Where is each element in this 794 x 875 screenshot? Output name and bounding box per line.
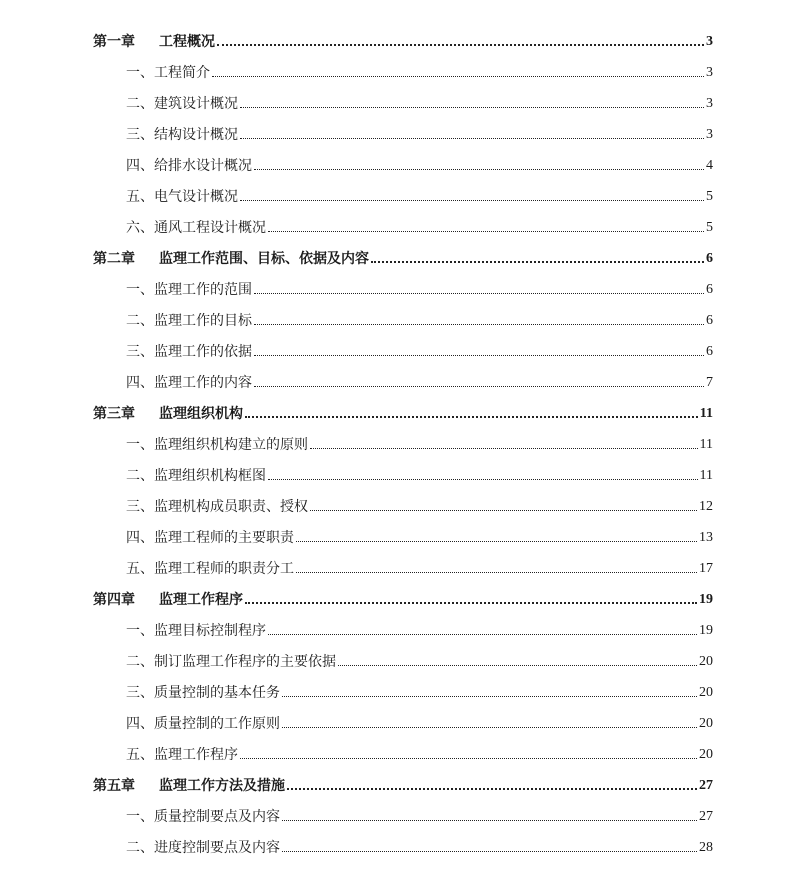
- page-number: 6: [706, 344, 713, 359]
- toc-section[interactable]: [126, 496, 713, 516]
- page-number: 3: [706, 96, 713, 111]
- page-number: 3: [706, 65, 713, 80]
- toc-title: 监理组织机构: [159, 406, 243, 422]
- toc-section[interactable]: [126, 93, 713, 113]
- dot-leader: [245, 601, 697, 604]
- page-number: 4: [706, 158, 713, 173]
- toc-title: 四、监理工作的内容: [126, 375, 252, 391]
- dot-leader: [254, 323, 704, 325]
- toc-title: 监理工作方法及措施: [159, 778, 285, 794]
- toc-section[interactable]: [126, 558, 713, 578]
- toc-chapter[interactable]: [93, 589, 713, 609]
- dot-leader: [310, 509, 697, 511]
- dot-leader: [245, 415, 698, 418]
- dot-leader: [240, 137, 704, 139]
- toc-section[interactable]: [126, 372, 713, 392]
- page-number: 6: [706, 282, 713, 297]
- toc-title: 一、监理工作的范围: [126, 282, 252, 298]
- toc-section[interactable]: [126, 713, 713, 733]
- toc-title: 监理工作程序: [159, 592, 243, 608]
- page-number: 27: [699, 809, 713, 824]
- page-number: 20: [699, 747, 713, 762]
- toc-section[interactable]: [126, 434, 713, 454]
- dot-leader: [296, 571, 697, 573]
- toc-title: 四、质量控制的工作原则: [126, 716, 280, 732]
- dot-leader: [282, 726, 697, 728]
- chapter-number: 第四章: [93, 592, 135, 608]
- toc-section[interactable]: [126, 341, 713, 361]
- dot-leader: [310, 447, 698, 449]
- page-number: 28: [699, 840, 713, 855]
- page-number: 20: [699, 716, 713, 731]
- page-number: 20: [699, 654, 713, 669]
- toc-section[interactable]: [126, 217, 713, 237]
- toc-title: 二、监理工作的目标: [126, 313, 252, 329]
- toc-title: 一、质量控制要点及内容: [126, 809, 280, 825]
- page-number: 6: [706, 251, 713, 266]
- page-number: 3: [706, 34, 713, 49]
- toc-section[interactable]: [126, 620, 713, 640]
- toc-chapter[interactable]: [93, 31, 713, 51]
- toc-title: 三、质量控制的基本任务: [126, 685, 280, 701]
- chapter-number: 第三章: [93, 406, 135, 422]
- page-number: 19: [699, 592, 713, 607]
- dot-leader: [282, 819, 697, 821]
- toc-section[interactable]: [126, 527, 713, 547]
- toc-title: 四、给排水设计概况: [126, 158, 252, 174]
- page-number: 13: [699, 530, 713, 545]
- toc-section[interactable]: [126, 310, 713, 330]
- toc-title: 二、进度控制要点及内容: [126, 840, 280, 856]
- toc-section[interactable]: [126, 651, 713, 671]
- dot-leader: [212, 75, 704, 77]
- page-number: 6: [706, 313, 713, 328]
- dot-leader: [287, 787, 697, 790]
- dot-leader: [240, 199, 704, 201]
- toc-title: 一、监理组织机构建立的原则: [126, 437, 308, 453]
- dot-leader: [282, 850, 697, 852]
- page-number: 11: [699, 406, 713, 421]
- page-number: 19: [699, 623, 713, 638]
- page-number: 11: [699, 468, 713, 483]
- toc-section[interactable]: [126, 744, 713, 764]
- toc-chapter[interactable]: [93, 403, 713, 423]
- dot-leader: [338, 664, 697, 666]
- toc-chapter[interactable]: [93, 775, 713, 795]
- dot-leader: [240, 106, 704, 108]
- toc-title: 一、监理目标控制程序: [126, 623, 266, 639]
- toc-section[interactable]: [126, 837, 713, 857]
- dot-leader: [282, 695, 697, 697]
- toc-title: 监理工作范围、目标、依据及内容: [159, 251, 369, 267]
- toc-section[interactable]: [126, 62, 713, 82]
- page-number: 5: [706, 220, 713, 235]
- dot-leader: [240, 757, 697, 759]
- dot-leader: [254, 168, 704, 170]
- toc-title: 一、工程简介: [126, 65, 210, 81]
- toc-chapter[interactable]: [93, 248, 713, 268]
- toc-title: 三、监理工作的依据: [126, 344, 252, 360]
- dot-leader: [254, 385, 704, 387]
- toc-section[interactable]: [126, 279, 713, 299]
- chapter-number: 第五章: [93, 778, 135, 794]
- dot-leader: [254, 354, 704, 356]
- toc-title: 五、监理工程师的职责分工: [126, 561, 294, 577]
- page-number: 12: [699, 499, 713, 514]
- toc-title: 二、制订监理工作程序的主要依据: [126, 654, 336, 670]
- toc-title: 六、通风工程设计概况: [126, 220, 266, 236]
- toc-title: 二、建筑设计概况: [126, 96, 238, 112]
- toc-title: 三、监理机构成员职责、授权: [126, 499, 308, 515]
- page-number: 20: [699, 685, 713, 700]
- toc-title: 工程概况: [159, 34, 215, 50]
- dot-leader: [268, 633, 697, 635]
- toc-title: 四、监理工程师的主要职责: [126, 530, 294, 546]
- chapter-number: 第二章: [93, 251, 135, 267]
- dot-leader: [296, 540, 697, 542]
- toc-title: 二、监理组织机构框图: [126, 468, 266, 484]
- toc-title: 五、电气设计概况: [126, 189, 238, 205]
- toc-section[interactable]: [126, 124, 713, 144]
- dot-leader: [371, 260, 704, 263]
- toc-section[interactable]: [126, 155, 713, 175]
- page-number: 3: [706, 127, 713, 142]
- toc-section[interactable]: [126, 186, 713, 206]
- page-number: 27: [699, 778, 713, 793]
- chapter-number: 第一章: [93, 34, 135, 50]
- dot-leader: [217, 43, 704, 46]
- toc-section[interactable]: [126, 806, 713, 826]
- toc-title: 五、监理工作程序: [126, 747, 238, 763]
- toc-section[interactable]: [126, 682, 713, 702]
- dot-leader: [268, 478, 698, 480]
- toc-section[interactable]: [126, 465, 713, 485]
- dot-leader: [268, 230, 704, 232]
- page-number: 11: [699, 437, 713, 452]
- page-number: 17: [699, 561, 713, 576]
- page-number: 7: [706, 375, 713, 390]
- toc-title: 三、结构设计概况: [126, 127, 238, 143]
- page-number: 5: [706, 189, 713, 204]
- dot-leader: [254, 292, 704, 294]
